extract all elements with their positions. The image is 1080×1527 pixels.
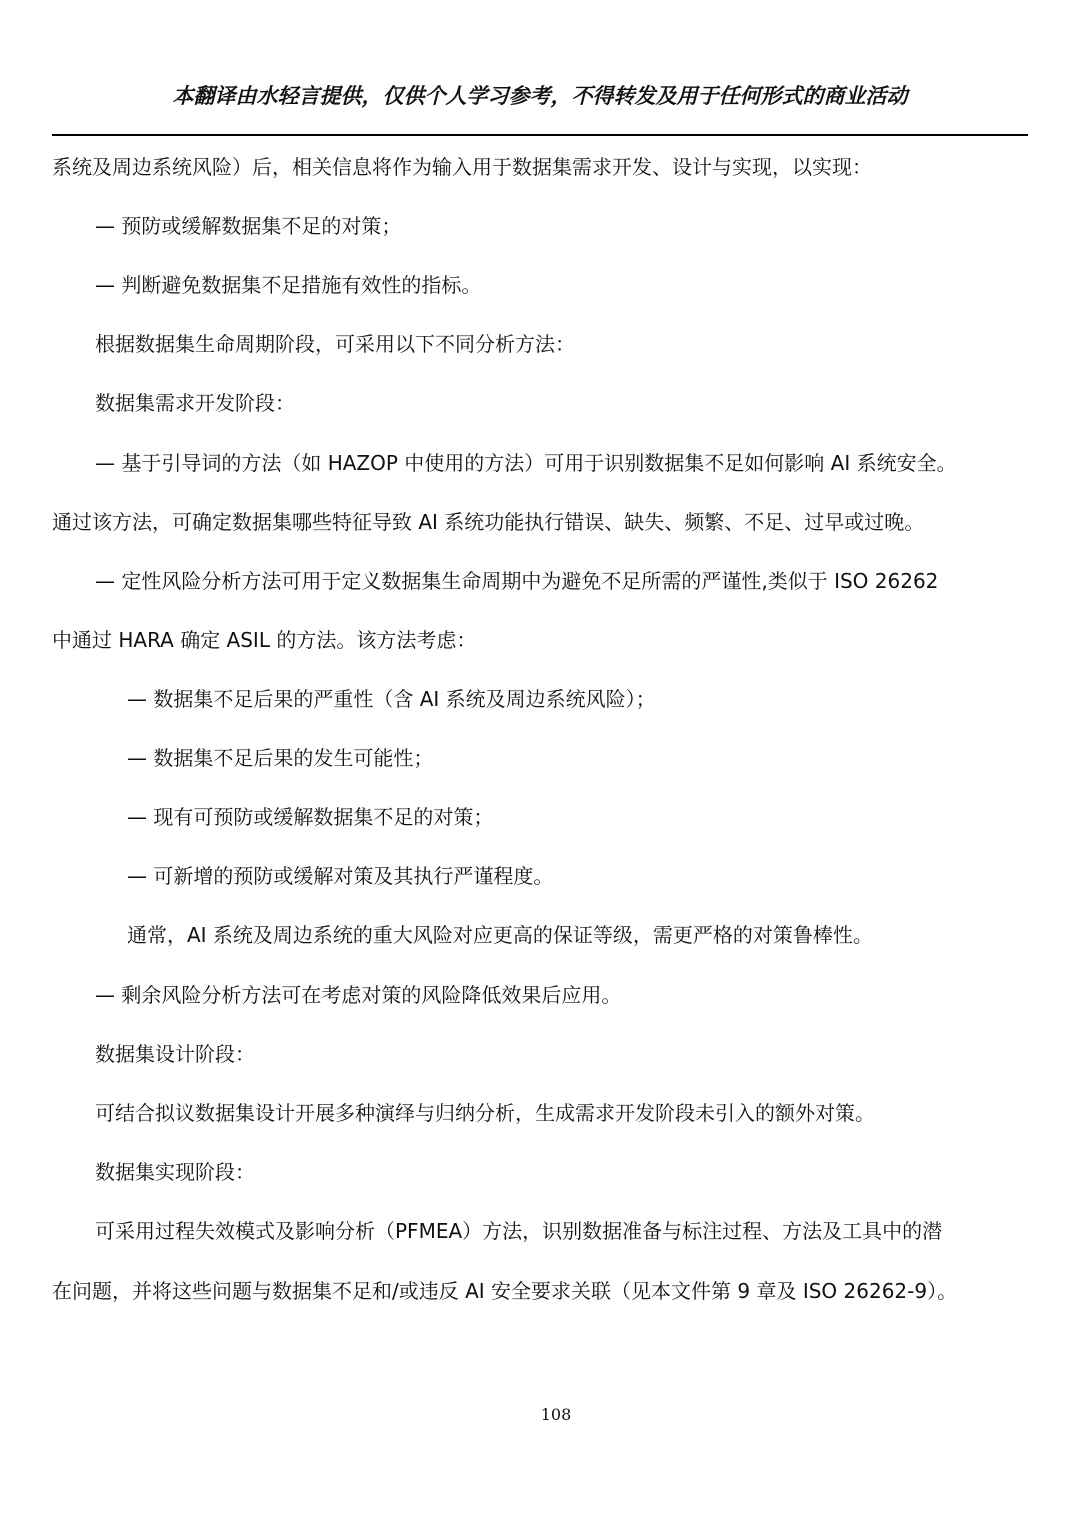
paragraph-line: 可采用过程失效模式及影响分析（PFMEA）方法，识别数据准备与标注过程、方法及工具中的潜 bbox=[95, 1219, 943, 1243]
sub-list-item: — 数据集不足后果的严重性（含 AI 系统及周边系统风险）； bbox=[127, 687, 656, 711]
list-item: — 定性风险分析方法可用于定义数据集生命周期中为避免不足所需的严谨性,类似于 ISO 26262 bbox=[95, 569, 939, 593]
sub-list-item: — 现有可预防或缓解数据集不足的对策； bbox=[127, 805, 494, 829]
section-heading: 数据集需求开发阶段： bbox=[95, 391, 295, 415]
section-heading: 数据集实现阶段： bbox=[95, 1160, 255, 1184]
list-item: — 预防或缓解数据集不足的对策； bbox=[95, 214, 402, 238]
paragraph-line: 可结合拟议数据集设计开展多种演绎与归纳分析，生成需求开发阶段未引入的额外对策。 bbox=[95, 1101, 875, 1125]
copyright-notice-header: 本翻译由水轻言提供，仅供个人学习参考，不得转发及用于任何形式的商业活动 bbox=[172, 84, 908, 108]
paragraph-line: 通过该方法，可确定数据集哪些特征导致 AI 系统功能执行错误、缺失、频繁、不足、过早或过晚。 bbox=[52, 510, 925, 534]
sub-list-item: — 数据集不足后果的发生可能性； bbox=[127, 746, 434, 770]
list-item: — 剩余风险分析方法可在考虑对策的风险降低效果后应用。 bbox=[95, 983, 622, 1007]
sub-list-item: — 可新增的预防或缓解对策及其执行严谨程度。 bbox=[127, 864, 554, 888]
header-divider bbox=[52, 134, 1028, 136]
section-heading: 数据集设计阶段： bbox=[95, 1042, 255, 1066]
page-number: 108 bbox=[540, 1405, 572, 1424]
paragraph-line: 系统及周边系统风险）后，相关信息将作为输入用于数据集需求开发、设计与实现，以实现： bbox=[52, 155, 872, 179]
paragraph-line: 中通过 HARA 确定 ASIL 的方法。该方法考虑： bbox=[52, 628, 477, 652]
list-item: — 基于引导词的方法（如 HAZOP 中使用的方法）可用于识别数据集不足如何影响 AI 系统安全。 bbox=[95, 451, 957, 475]
paragraph-line: 根据数据集生命周期阶段，可采用以下不同分析方法： bbox=[95, 332, 575, 356]
list-item: — 判断避免数据集不足措施有效性的指标。 bbox=[95, 273, 482, 297]
paragraph-line: 通常，AI 系统及周边系统的重大风险对应更高的保证等级，需更严格的对策鲁棒性。 bbox=[127, 923, 873, 947]
paragraph-line: 在问题，并将这些问题与数据集不足和/或违反 AI 安全要求关联（见本文件第 9 章及 ISO 26262-9）。 bbox=[52, 1279, 958, 1303]
